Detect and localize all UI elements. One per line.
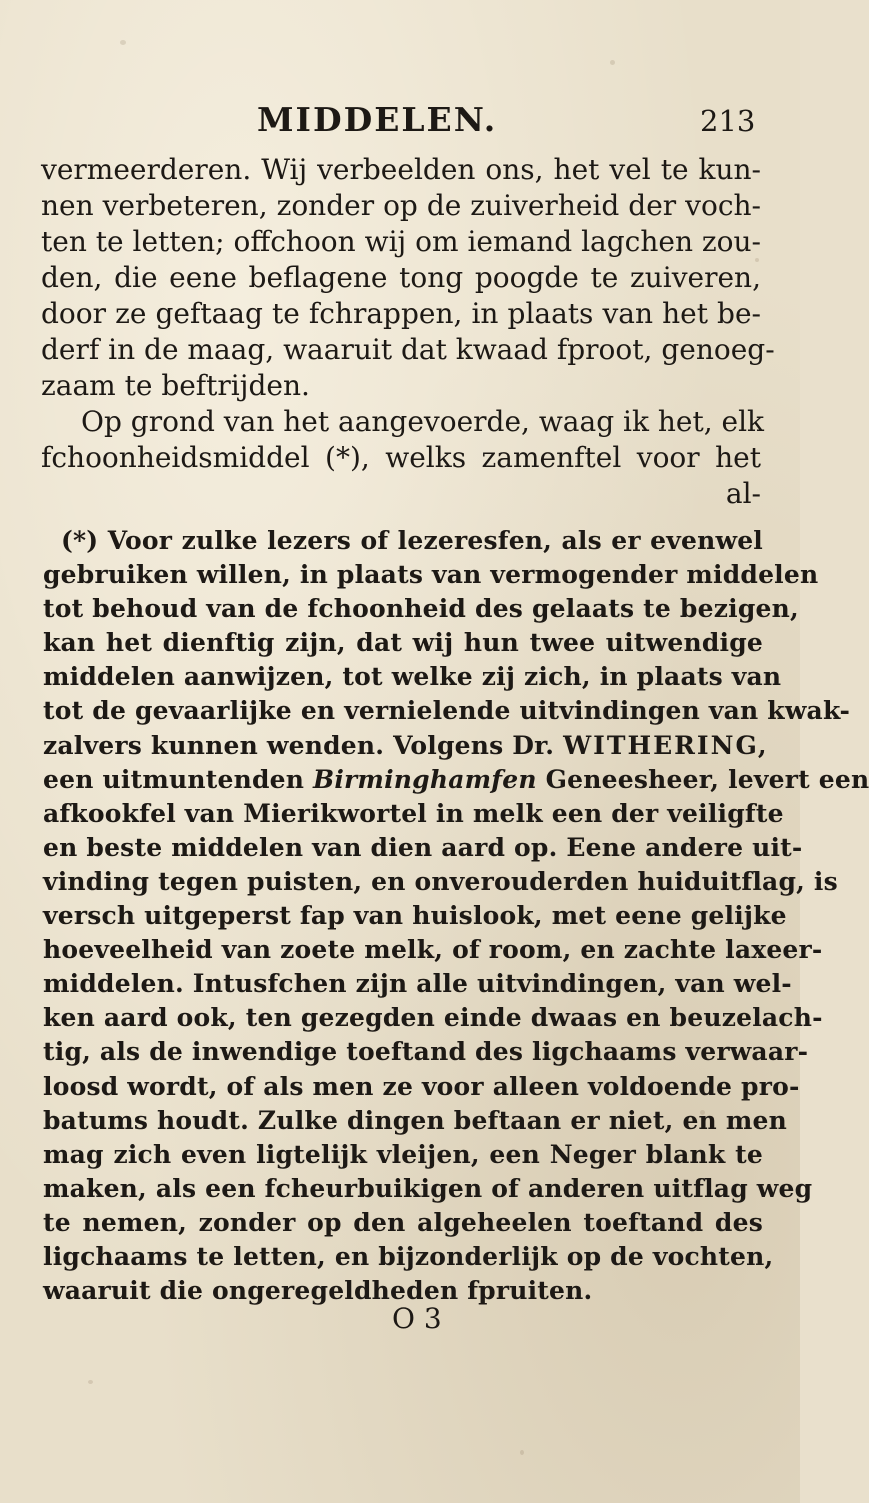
footnote [43, 524, 869, 1308]
footnote-line [43, 729, 769, 763]
text-line: derf in de maag, waaruit dat kwaad fproot, genoeg- [41, 333, 775, 366]
running-header [0, 100, 800, 148]
footnote-line: tot de gevaarlijke en vernielende uitvindingen van kwak- [43, 696, 851, 726]
footnote-text: zalvers kunnen wenden. Volgens Dr. [43, 730, 555, 760]
text-line: den, die eene beflagene tong poogde te zuiveren, [41, 261, 761, 294]
footnote-line: te nemen, zonder op den algeheelen toeftand des [43, 1207, 763, 1237]
footnote-line: middelen. Intusfchen zijn alle uitvindingen, van wel- [43, 969, 792, 999]
signature-mark: O 3 [392, 1302, 442, 1335]
footnote-line [43, 763, 869, 797]
footnote-line: ligchaams te letten, en bijzonderlijk op de vochten, [43, 1241, 774, 1271]
footnote-text: een uitmuntenden [43, 764, 305, 794]
footnote-line: kan het dienftig zijn, dat wij hun twee uitwendige [43, 628, 763, 658]
text-line: nen verbeteren, zonder op de zuiverheid der voch- [41, 189, 761, 222]
catchword: al- [725, 477, 761, 510]
footnote-line: ken aard ook, ten gezegden einde dwaas en beuzelach- [43, 1003, 823, 1033]
footnote-line: loosd wordt, of als men ze voor alleen voldoende pro- [43, 1071, 800, 1101]
footnote-line: tot behoud van de fchoonheid des gelaats te bezigen, [43, 594, 799, 624]
author-name: WITHERING, [563, 730, 769, 760]
text-line: Op grond van het aangevoerde, waag ik het, elk [81, 405, 764, 438]
footnote-line: (*) Voor zulke lezers of lezeresfen, als er evenwel [61, 526, 763, 555]
page-number: 213 [700, 104, 756, 138]
text-line: zaam te beftrijden. [41, 369, 310, 402]
footnote-line: vinding tegen puisten, en onverouderden huiduitflag, is [43, 866, 838, 896]
text-line: ten te letten; offchoon wij om iemand lagchen zou- [41, 225, 761, 258]
footnote-line: tig, als de inwendige toeftand des ligchaams verwaar- [43, 1037, 809, 1067]
footnote-line: mag zich even ligtelijk vleijen, een Neger blank te [43, 1139, 763, 1169]
text-line: vermeerderen. Wij verbeelden ons, het vel te kun- [41, 153, 761, 186]
text-line: door ze geftaag te fchrappen, in plaats van het be- [41, 297, 761, 330]
footnote-line: middelen aanwijzen, tot welke zij zich, in plaats van [43, 662, 782, 692]
main-text [41, 152, 775, 512]
footnote-line: afkookfel van Mierikwortel in melk een der veiligfte [43, 798, 784, 828]
text-line: fchoonheidsmiddel (*), welks zamenftel voor het [41, 441, 761, 474]
page-title: MIDDELEN. [257, 100, 498, 139]
footnote-line: en beste middelen van dien aard op. Eene andere uit- [43, 832, 803, 862]
footnote-line: maken, als een fcheurbuikigen of anderen uitflag weg [43, 1173, 813, 1203]
footnote-line: batums houdt. Zulke dingen beftaan er niet, en men [43, 1105, 787, 1135]
footnote-line: versch uitgeperst fap van huislook, met eene gelijke [43, 901, 787, 931]
italic-place-name: Birminghamfen [313, 764, 537, 794]
footnote-line: hoeveelheid van zoete melk, of room, en zachte laxeer- [43, 935, 823, 965]
footnote-line: gebruiken willen, in plaats van vermogender middelen [43, 560, 819, 590]
footnote-text: Geneesheer, levert een [545, 764, 869, 794]
footnote-line: waaruit die ongeregeldheden fpruiten. [43, 1276, 593, 1306]
